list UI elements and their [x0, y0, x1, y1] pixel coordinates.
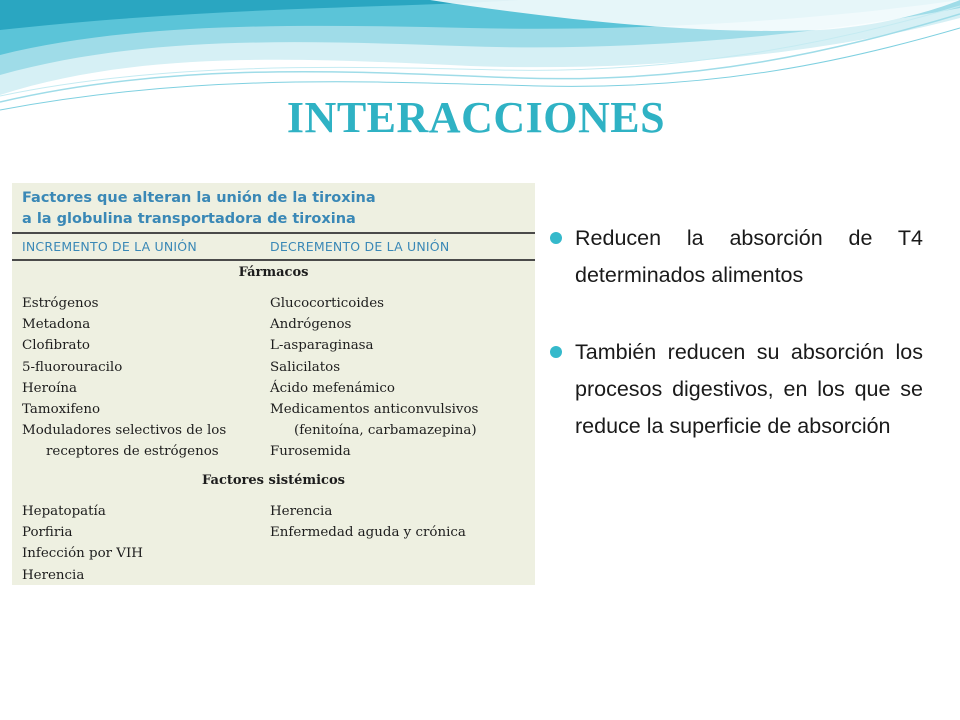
list-item: Furosemida [270, 444, 351, 460]
list-item: Salicilatos [270, 359, 341, 375]
table-rule [12, 259, 535, 261]
farmacos-decrease-list [270, 293, 478, 463]
sistemicos-decrease-list [270, 501, 466, 543]
list-item: Moduladores selectivos de los [22, 423, 227, 439]
bullet-dot-icon [550, 346, 562, 358]
column-header-increase: INCREMENTO DE LA UNIÓN [22, 239, 197, 254]
list-item: receptores de estrógenos [46, 444, 219, 460]
table-heading-line-2: a la globulina transportadora de tiroxina [22, 211, 356, 227]
list-item: Herencia [270, 504, 333, 519]
list-item: Ácido mefenámico [270, 380, 395, 396]
list-item: Tamoxifeno [22, 402, 101, 418]
list-item: Metadona [22, 317, 91, 333]
list-item: Medicamentos anticonvulsivos [270, 402, 479, 418]
bullet-item [548, 334, 923, 445]
section-label-factores-sistemicos: Factores sistémicos [202, 473, 345, 488]
list-item: Enfermedad aguda y crónica [270, 525, 466, 541]
list-item: 5-fluorouracilo [22, 359, 123, 375]
list-item: Glucocorticoides [270, 296, 385, 311]
bullet-item [548, 220, 923, 294]
list-item: Andrógenos [270, 317, 352, 333]
bullet-list [548, 220, 923, 445]
list-item: (fenitoína, carbamazepina) [294, 423, 477, 439]
list-item: Herencia [22, 567, 85, 583]
bullet-text: También reducen su absorción los procesos digestivos, en los que se reduce la superficie de absorción [575, 340, 923, 438]
list-item: Infección por VIH [22, 546, 143, 562]
section-label-farmacos: Fármacos [238, 265, 309, 280]
list-item: Hepatopatía [22, 504, 106, 519]
slide-title: INTERACCIONES [286, 93, 666, 142]
list-item: Heroína [22, 380, 77, 396]
binding-factors-table [12, 183, 535, 585]
sistemicos-increase-list [22, 501, 143, 586]
farmacos-increase-list [22, 293, 226, 463]
table-heading [22, 188, 522, 230]
bullet-dot-icon [550, 232, 562, 244]
list-item: Porfiria [22, 525, 73, 541]
list-item: Clofibrato [22, 338, 90, 354]
bullet-text: Reducen la absorción de T4 determinados alimentos [575, 226, 923, 287]
table-rule [12, 232, 535, 234]
column-header-decrease: DECREMENTO DE LA UNIÓN [270, 239, 450, 254]
list-item: L-asparaginasa [270, 338, 374, 354]
table-heading-line-1: Factores que alteran la unión de la tiroxina [22, 190, 376, 206]
list-item: Estrógenos [22, 296, 99, 311]
